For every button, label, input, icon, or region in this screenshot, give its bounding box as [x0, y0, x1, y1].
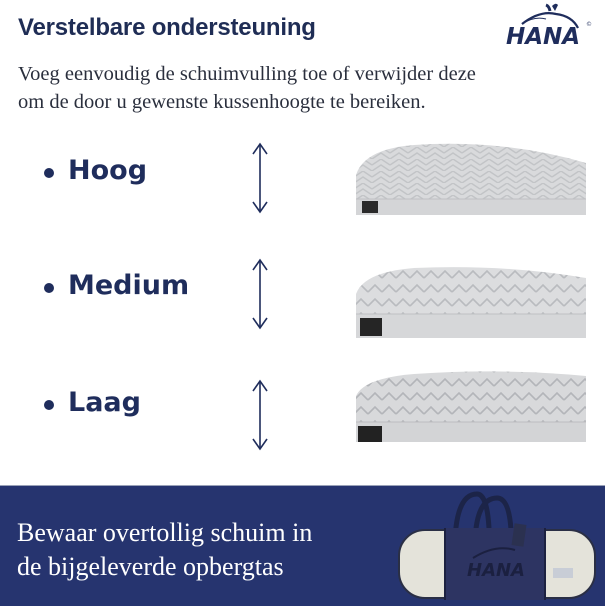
bullet-icon	[44, 400, 54, 410]
level-label-low: Laag	[68, 387, 141, 418]
intro-line-1: Voeg eenvoudig de schuimvulling toe of verwijder deze	[18, 63, 476, 85]
page-title: Verstelbare ondersteuning	[18, 14, 316, 41]
level-label-high: Hoog	[68, 155, 148, 186]
pillow-low-image	[354, 362, 587, 444]
bullet-icon	[44, 283, 54, 293]
svg-text:©: ©	[586, 21, 592, 28]
storage-bag-image	[395, 488, 600, 604]
double-arrow-vertical-icon	[248, 258, 272, 330]
svg-text:HANA: HANA	[467, 560, 525, 581]
svg-text:HANA: HANA	[506, 24, 581, 48]
intro-line-2: om de door u gewenste kussenhoogte te bereiken.	[18, 91, 426, 113]
banner-line-1: Bewaar overtollig schuim in	[17, 518, 313, 547]
bullet-icon	[44, 168, 54, 178]
banner-line-2: de bijgeleverde opbergtas	[17, 552, 284, 581]
level-row-medium	[0, 248, 605, 348]
level-label-medium: Medium	[68, 270, 190, 301]
pillow-high-image	[354, 135, 587, 217]
level-row-low	[0, 365, 605, 465]
hana-logo-icon	[500, 2, 595, 48]
level-row-high	[0, 130, 605, 230]
double-arrow-vertical-icon	[248, 379, 272, 451]
pillow-medium-image	[354, 254, 587, 340]
intro-text	[18, 60, 598, 116]
banner-text	[17, 516, 312, 584]
double-arrow-vertical-icon	[248, 142, 272, 214]
storage-bag-banner	[0, 485, 605, 606]
